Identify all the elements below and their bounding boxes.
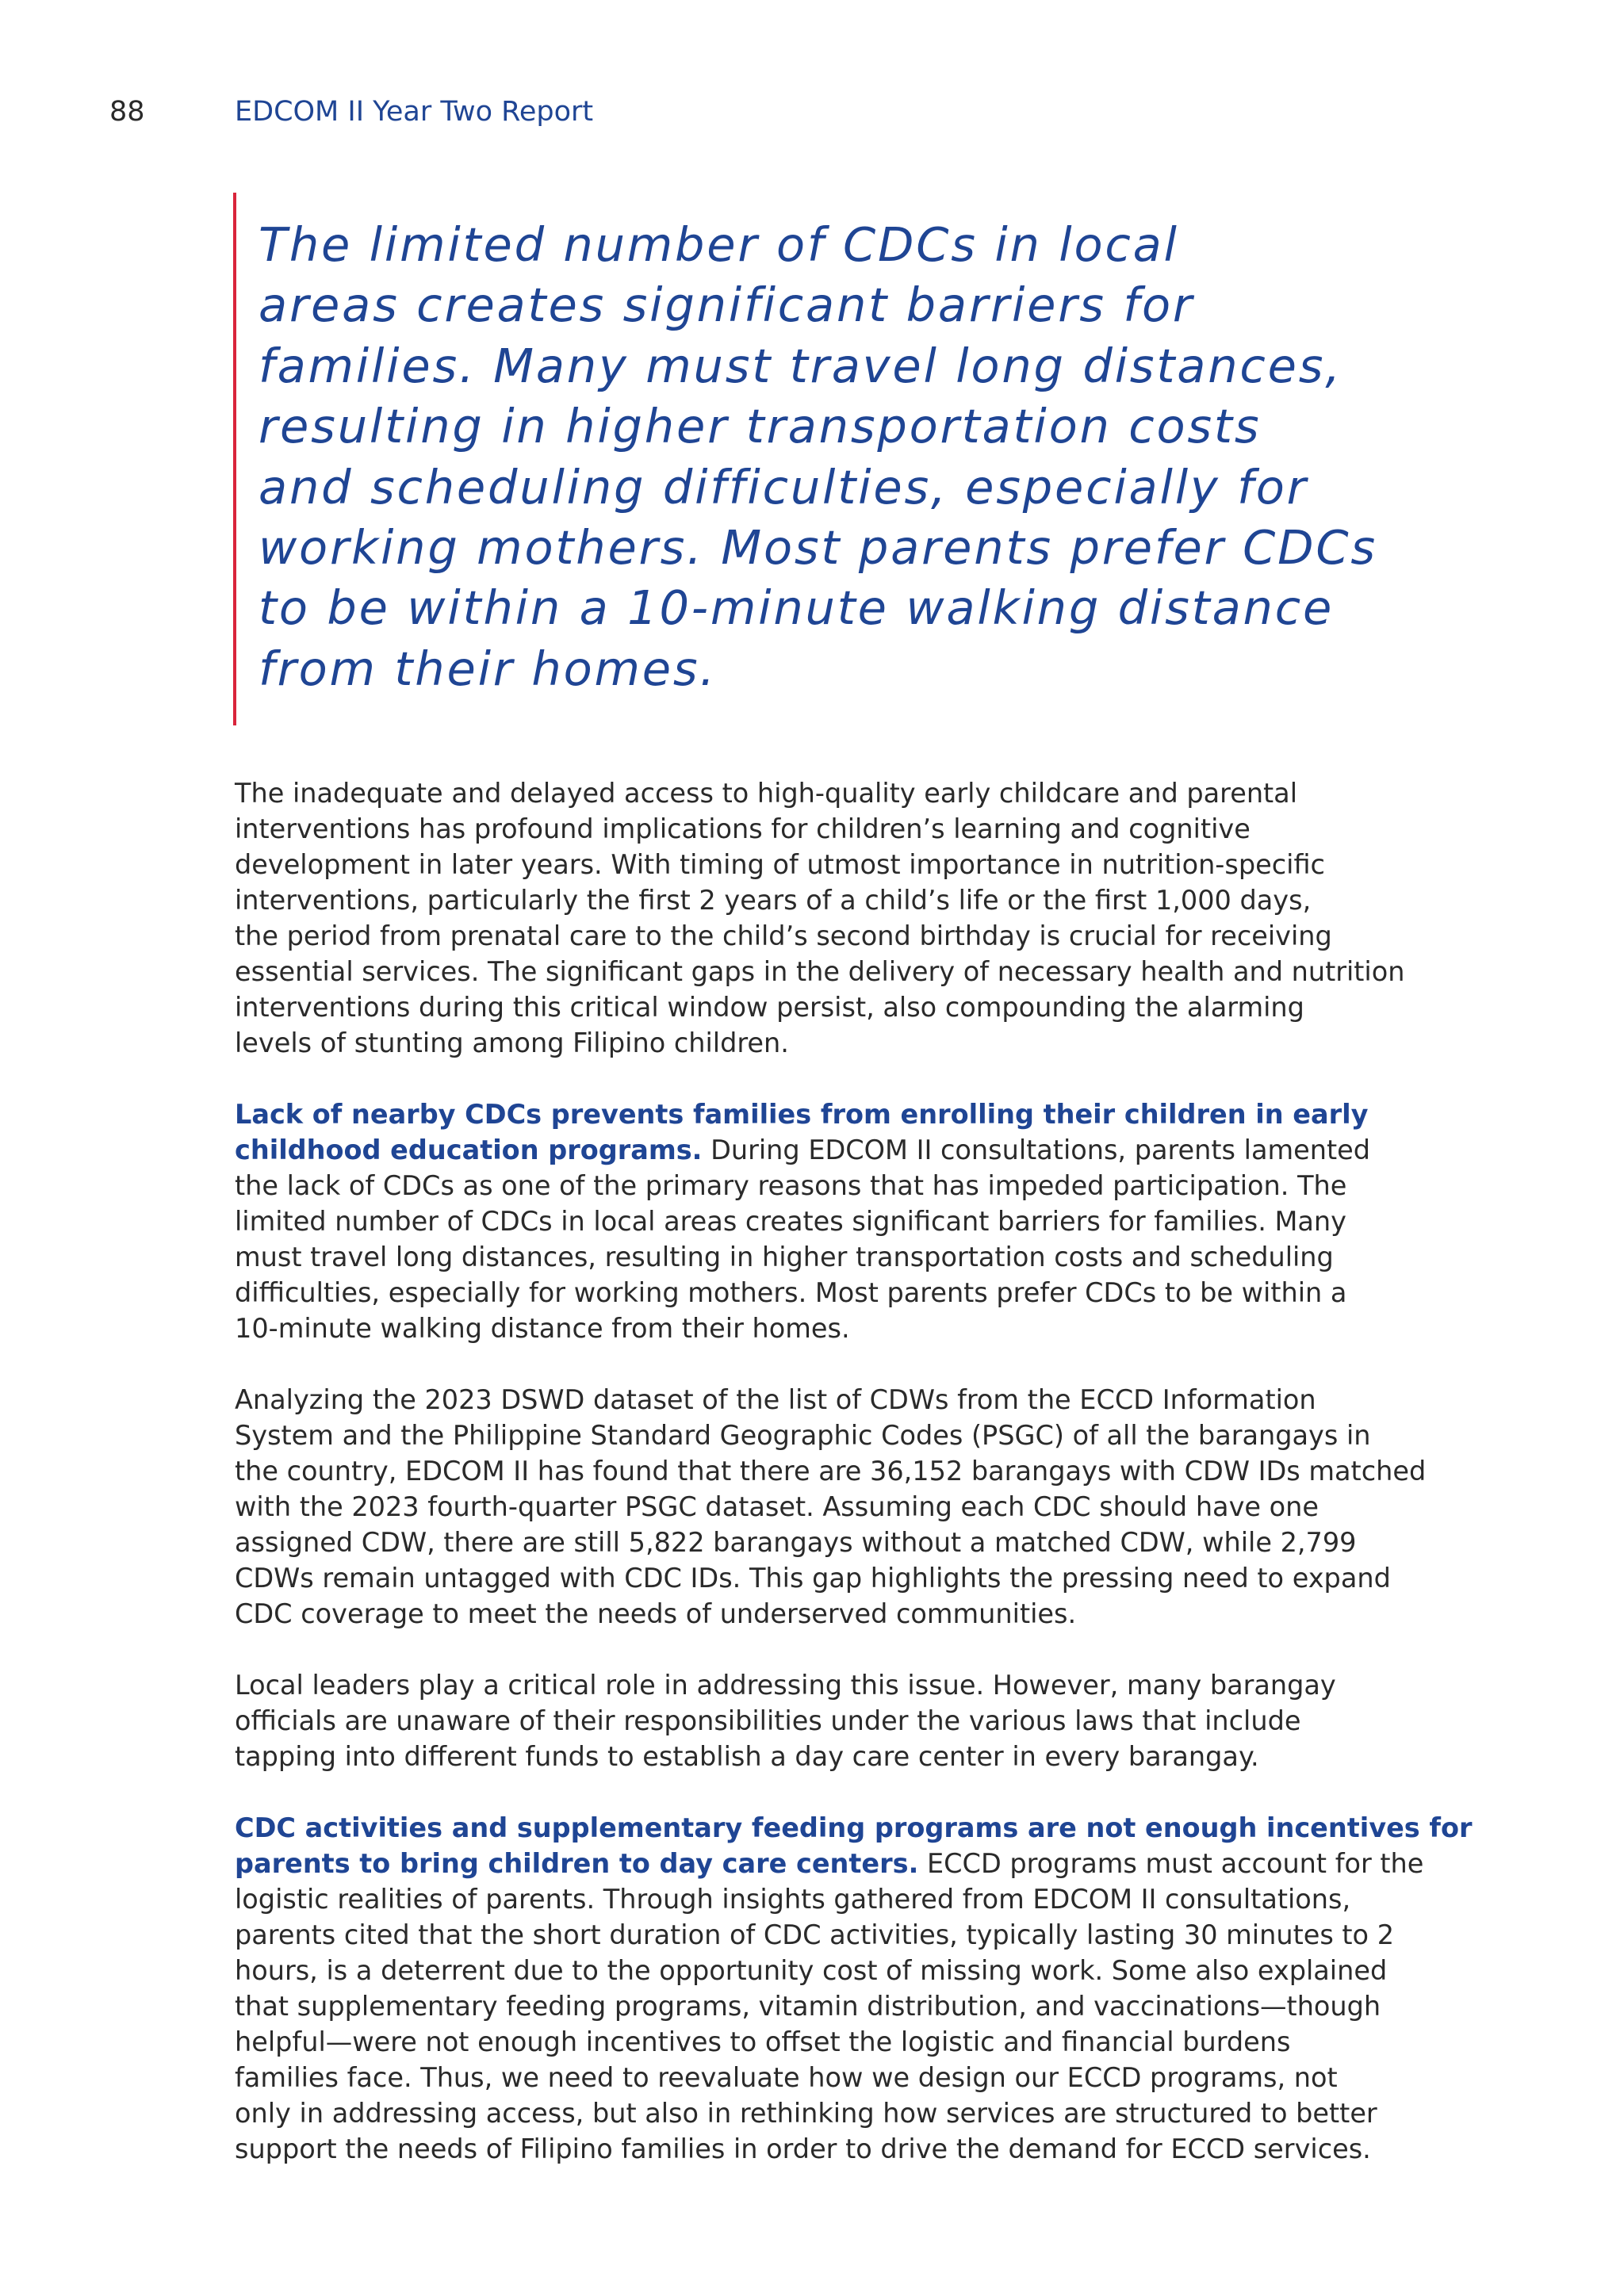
- text-line: Analyzing the 2023 DSWD dataset of the list of CDWs from the ECCD Information: [235, 1384, 1316, 1415]
- text-line-rest: ECCD programs must account for the: [918, 1848, 1424, 1879]
- lead-sentence-line: Lack of nearby CDCs prevents families from enrolling their children in early: [235, 1099, 1369, 1130]
- pull-quote-line: The limited number of CDCs in local: [259, 217, 1179, 272]
- text-line: must travel long distances, resulting in higher transportation costs and scheduling: [235, 1242, 1334, 1272]
- pull-quote-line: families. Many must travel long distances,: [259, 338, 1342, 393]
- text-line: [235, 1132, 1519, 1168]
- text-line: the lack of CDCs as one of the primary reasons that has impeded participation. The: [235, 1170, 1347, 1201]
- pull-quote-line: from their homes.: [259, 641, 717, 696]
- text-line: families face. Thus, we need to reevaluate how we design our ECCD programs, not: [235, 2062, 1338, 2093]
- text-line: hours, is a deterrent due to the opportunity cost of missing work. Some also explained: [235, 1955, 1388, 1986]
- text-line: interventions, particularly the first 2 years of a child’s life or the first 1,000 days,: [235, 885, 1312, 916]
- text-line: The inadequate and delayed access to high-quality early childcare and parental: [235, 778, 1298, 809]
- text-line-rest: During EDCOM II consultations, parents lamented: [702, 1135, 1370, 1165]
- lead-sentence-line: CDC activities and supplementary feeding programs are not enough incentives for: [235, 1812, 1473, 1843]
- text-line: 10-minute walking distance from their homes.: [235, 1313, 850, 1344]
- paragraph-dswd-dataset-analysis: [235, 1382, 1519, 1632]
- pull-quote-line: areas creates significant barriers for: [259, 277, 1194, 333]
- report-title: EDCOM II Year Two Report: [235, 96, 594, 128]
- text-line: Local leaders play a critical role in addressing this issue. However, many barangay: [235, 1670, 1336, 1701]
- paragraph-early-childcare-access: [235, 775, 1519, 1061]
- lead-sentence-line: childhood education programs.: [235, 1135, 703, 1165]
- text-line: levels of stunting among Filipino children.: [235, 1027, 789, 1058]
- body-text: [235, 775, 1519, 2202]
- text-line: only in addressing access, but also in rethinking how services are structured to better: [235, 2098, 1377, 2129]
- paragraph-local-leaders: [235, 1667, 1519, 1774]
- text-line: the country, EDCOM II has found that there are 36,152 barangays with CDW IDs matched: [235, 1456, 1427, 1487]
- text-line: logistic realities of parents. Through insights gathered from EDCOM II consultations,: [235, 1884, 1351, 1915]
- pull-quote-line: and scheduling difficulties, especially for: [259, 459, 1308, 515]
- text-line: CDWs remain untagged with CDC IDs. This gap highlights the pressing need to expand: [235, 1563, 1391, 1594]
- quote-accent-rule: [233, 193, 236, 725]
- lead-sentence-line: parents to bring children to day care centers.: [235, 1848, 919, 1879]
- text-line: officials are unaware of their responsibilities under the various laws that include: [235, 1705, 1301, 1736]
- text-line: System and the Philippine Standard Geographic Codes (PSGC) of all the barangays in: [235, 1420, 1371, 1451]
- text-line: tapping into different funds to establish a day care center in every barangay.: [235, 1741, 1259, 1772]
- text-line: [235, 1846, 1519, 1881]
- paragraph-cdc-activities-incentives: [235, 1810, 1519, 2167]
- pull-quote-line: working mothers. Most parents prefer CDCs: [259, 520, 1377, 576]
- text-line: interventions has profound implications for children’s learning and cognitive: [235, 813, 1251, 844]
- text-line: parents cited that the short duration of CDC activities, typically lasting 30 minutes to 2: [235, 1919, 1395, 1950]
- text-line: that supplementary feeding programs, vitamin distribution, and vaccinations—though: [235, 1991, 1381, 2022]
- text-line: CDC coverage to meet the needs of underserved communities.: [235, 1598, 1077, 1629]
- pull-quote-line: to be within a 10-minute walking distance: [259, 580, 1335, 636]
- pull-quote-line: resulting in higher transportation costs: [259, 399, 1262, 454]
- page-number: 88: [109, 96, 145, 128]
- pull-quote: [233, 193, 1470, 725]
- text-line: the period from prenatal care to the child’s second birthday is crucial for receiving: [235, 920, 1332, 951]
- text-line: essential services. The significant gaps in the delivery of necessary health and nutrition: [235, 956, 1405, 987]
- text-line: difficulties, especially for working mothers. Most parents prefer CDCs to be within a: [235, 1277, 1347, 1308]
- running-header: [0, 92, 1624, 132]
- pull-quote-text: [259, 215, 1464, 699]
- paragraph-lack-of-nearby-cdcs: [235, 1096, 1519, 1346]
- text-line: support the needs of Filipino families in order to drive the demand for ECCD services.: [235, 2133, 1371, 2164]
- text-line: interventions during this critical window persist, also compounding the alarming: [235, 992, 1304, 1023]
- text-line: helpful—were not enough incentives to offset the logistic and financial burdens: [235, 2026, 1291, 2057]
- text-line: development in later years. With timing of utmost importance in nutrition-specific: [235, 849, 1325, 880]
- text-line: limited number of CDCs in local areas creates significant barriers for families. Many: [235, 1206, 1346, 1237]
- text-line: assigned CDW, there are still 5,822 barangays without a matched CDW, while 2,799: [235, 1527, 1357, 1558]
- text-line: with the 2023 fourth-quarter PSGC dataset. Assuming each CDC should have one: [235, 1491, 1320, 1522]
